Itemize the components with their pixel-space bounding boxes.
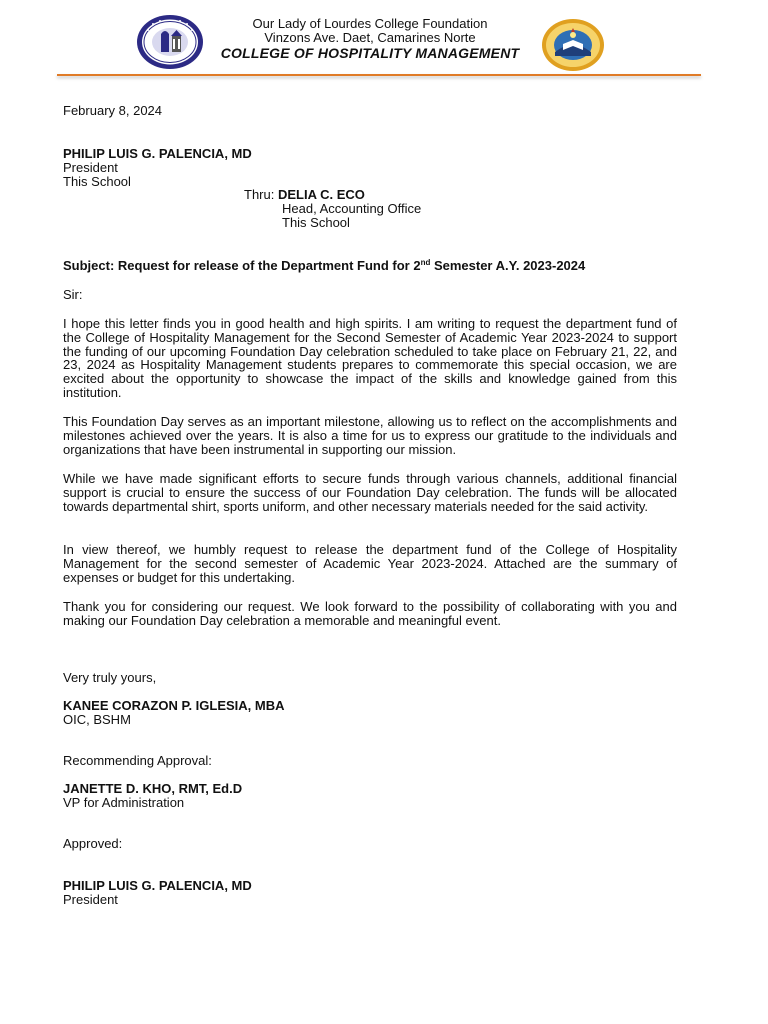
approved-title: President <box>63 891 118 907</box>
college-seal-logo <box>136 14 204 70</box>
recipient-title: President <box>63 159 118 175</box>
closing: Very truly yours, <box>63 670 157 685</box>
institution-name: Our Lady of Lourdes College Foundation <box>252 16 488 31</box>
paragraph-1: I hope this letter finds you in good health and high spirits. I am writing to request the department fund of the College of Hospitality Management for the Second Semester of Academic Year 2023-2024 to support the funding of our upcoming Foundation Day celebration scheduled to take place on February 21, 22, and 23, 2024 as Hospitality Management students prepares to commemorate this special occasion, we are excited about the opportunity to showcase the impact of the skills and knowledge gained from this institution. <box>63 316 677 400</box>
recipient-block <box>63 147 677 188</box>
subject-sup: nd <box>420 258 431 267</box>
subject-prefix: Subject: Request for release of the Department Fund for 2 <box>63 258 421 273</box>
subject-suffix: Semester A.Y. 2023-2024 <box>430 258 586 273</box>
header-divider <box>57 74 701 76</box>
thru-title: Head, Accounting Office <box>282 200 422 216</box>
thru-place: This School <box>282 214 350 230</box>
sender-block <box>63 699 677 727</box>
recipient-place: This School <box>63 173 131 189</box>
letterhead <box>0 0 768 80</box>
sender-title: OIC, BSHM <box>63 711 131 727</box>
recommending-label: Recommending Approval: <box>63 753 212 768</box>
hospitality-management-logo <box>541 18 605 72</box>
institution-address: Vinzons Ave. Daet, Camarines Norte <box>264 30 476 45</box>
approved-block <box>63 879 677 907</box>
paragraph-4: In view thereof, we humbly request to release the department fund of the College of Hospitality Management for the second semester of Academic Year 2023-2024. Attached are the summary of expenses or budget for this undertaking. <box>63 542 677 585</box>
salutation: Sir: <box>63 287 83 302</box>
recommending-name: JANETTE D. KHO, RMT, Ed.D <box>63 781 243 796</box>
letter-date: February 8, 2024 <box>63 103 163 118</box>
paragraph-2: This Foundation Day serves as an important milestone, allowing us to reflect on the accomplishments and milestones achieved over the years. It is also a time for us to express our gratitude to the individuals and organizations that have been instrumental in supporting our mission. <box>63 414 677 457</box>
sender-name: KANEE CORAZON P. IGLESIA, MBA <box>63 698 285 713</box>
recommending-block <box>63 782 677 810</box>
recipient-name: PHILIP LUIS G. PALENCIA, MD <box>63 146 252 161</box>
college-name: COLLEGE OF HOSPITALITY MANAGEMENT <box>220 45 520 61</box>
approved-name: PHILIP LUIS G. PALENCIA, MD <box>63 878 252 893</box>
approved-label: Approved: <box>63 836 123 851</box>
subject-line <box>63 259 677 273</box>
letterhead-text <box>205 17 535 61</box>
recommending-title: VP for Administration <box>63 794 185 810</box>
thru-block <box>244 188 544 229</box>
paragraph-5: Thank you for considering our request. We look forward to the possibility of collaborating with you and making our Foundation Day celebration a memorable and meaningful event. <box>63 599 677 628</box>
thru-name: DELIA C. ECO <box>277 187 365 202</box>
paragraph-3: While we have made significant efforts to secure funds through various channels, additional financial support is crucial to ensure the success of our Foundation Day celebration. The funds will be allocated towards departmental shirt, sports uniform, and other necessary materials needed for the said activity. <box>63 471 677 514</box>
thru-label: Thru: <box>244 187 275 202</box>
